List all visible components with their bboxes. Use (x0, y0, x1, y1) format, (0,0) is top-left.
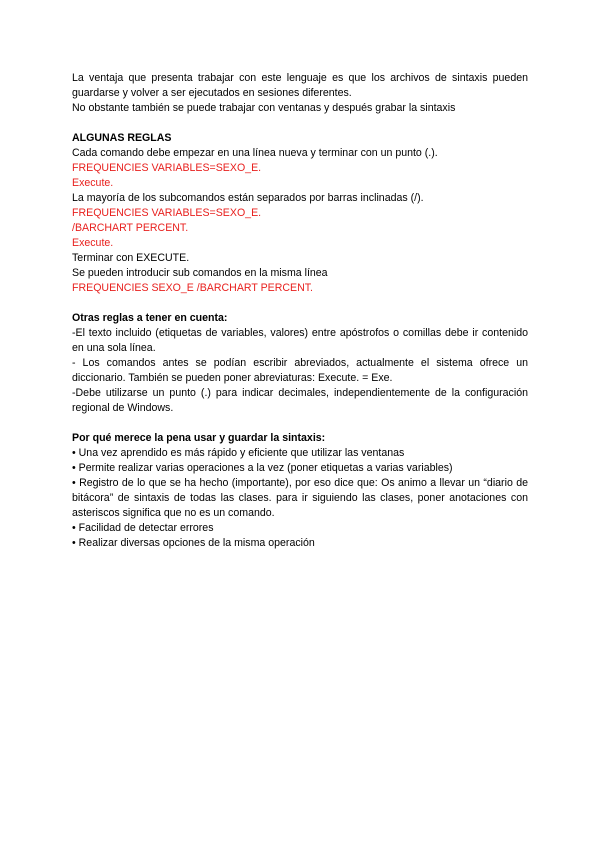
document-page (72, 71, 528, 551)
regla-line: Cada comando debe empezar en una línea nueva y terminar con un punto (.). (72, 147, 438, 159)
code-line: FREQUENCIES SEXO_E /BARCHART PERCENT. (72, 282, 313, 294)
intro-paragraph: La ventaja que presenta trabajar con este lenguaje es que los archivos de sintaxis pueden guardarse y volver a ser ejecutados en sesiones diferentes. (72, 72, 528, 99)
bullet-item: • Permite realizar varias operaciones a la vez (poner etiquetas a varias variables) (72, 462, 453, 474)
por-que-heading: Por qué merece la pena usar y guardar la sintaxis: (72, 432, 326, 444)
bullet-item: • Facilidad de detectar errores (72, 522, 214, 534)
code-line: Execute. (72, 177, 114, 189)
reglas-heading: ALGUNAS REGLAS (72, 132, 172, 144)
spacer (72, 296, 528, 311)
otras-reglas-item: -Debe utilizarse un punto (.) para indicar decimales, independientemente de la configuración regional de Windows. (72, 387, 528, 414)
code-line: FREQUENCIES VARIABLES=SEXO_E. (72, 162, 262, 174)
spacer (72, 116, 528, 131)
code-line: FREQUENCIES VARIABLES=SEXO_E. (72, 207, 262, 219)
otras-reglas-heading: Otras reglas a tener en cuenta: (72, 312, 228, 324)
regla-line: La mayoría de los subcomandos están separados por barras inclinadas (/). (72, 192, 424, 204)
regla-line: Se pueden introducir sub comandos en la misma línea (72, 267, 328, 279)
bullet-item: • Una vez aprendido es más rápido y eficiente que utilizar las ventanas (72, 447, 405, 459)
bullet-item: • Realizar diversas opciones de la misma operación (72, 537, 315, 549)
intro-note: No obstante también se puede trabajar con ventanas y después grabar la sintaxis (72, 102, 456, 114)
otras-reglas-item: - Los comandos antes se podían escribir abreviados, actualmente el sistema ofrece un diccionario. También se pueden poner abreviaturas: Execute. = Exe. (72, 357, 528, 384)
code-line: Execute. (72, 237, 114, 249)
otras-reglas-item: -El texto incluido (etiquetas de variables, valores) entre apóstrofos o comillas debe ir contenido en una sola línea. (72, 327, 528, 354)
regla-line: Terminar con EXECUTE. (72, 252, 190, 264)
code-line: /BARCHART PERCENT. (72, 222, 189, 234)
spacer (72, 416, 528, 431)
bullet-item: • Registro de lo que se ha hecho (importante), por eso dice que: Os animo a llevar un “diario de bitácora” de sintaxis de todas las clases. para ir siguiendo las clases, poner anotaciones con asteriscos significa que no es un comando. (72, 477, 528, 519)
